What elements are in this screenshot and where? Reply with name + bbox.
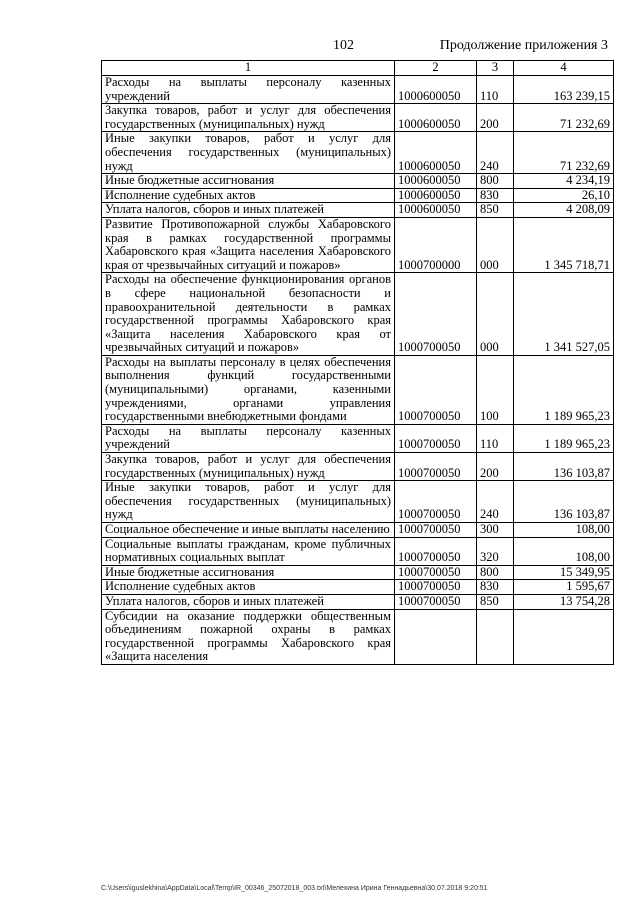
row-type: 100: [477, 355, 514, 424]
table-row: [102, 217, 614, 272]
row-sum: 108,00: [514, 537, 614, 565]
table-row: [102, 594, 614, 609]
row-name: Закупка товаров, работ и услуг для обеспечения государственных (муниципальных) нужд: [102, 104, 395, 132]
row-type: 110: [477, 76, 514, 104]
row-code: 1000700050: [395, 273, 477, 356]
row-sum: 4 208,09: [514, 203, 614, 218]
row-code: 1000700050: [395, 537, 477, 565]
row-name: Расходы на выплаты персоналу казенных учреждений: [102, 76, 395, 104]
table-row: [102, 537, 614, 565]
row-type: 300: [477, 523, 514, 538]
row-sum: 163 239,15: [514, 76, 614, 104]
row-sum: 136 103,87: [514, 481, 614, 523]
row-type: 830: [477, 188, 514, 203]
row-name: Иные бюджетные ассигнования: [102, 565, 395, 580]
column-header-1: 1: [102, 61, 395, 76]
row-code: 1000700000: [395, 217, 477, 272]
row-code: 1000700050: [395, 481, 477, 523]
row-name: Социальные выплаты гражданам, кроме публичных нормативных социальных выплат: [102, 537, 395, 565]
row-name: Иные закупки товаров, работ и услуг для обеспечения государственных (муниципальных) нужд: [102, 481, 395, 523]
row-type: [477, 609, 514, 664]
row-code: 1000600050: [395, 203, 477, 218]
row-type: 800: [477, 565, 514, 580]
row-type: 240: [477, 132, 514, 174]
row-type: 200: [477, 104, 514, 132]
row-sum: 1 189 965,23: [514, 355, 614, 424]
row-sum: 71 232,69: [514, 132, 614, 174]
row-type: 110: [477, 424, 514, 452]
row-code: 1000600050: [395, 132, 477, 174]
budget-table: [101, 60, 614, 665]
row-name: Иные бюджетные ассигнования: [102, 174, 395, 189]
table-row: [102, 203, 614, 218]
row-code: [395, 609, 477, 664]
appendix-continuation-note: Продолжение приложения 3: [439, 38, 608, 53]
table-row: [102, 453, 614, 481]
row-code: 1000700050: [395, 580, 477, 595]
column-header-2: 2: [395, 61, 477, 76]
row-name: Развитие Противопожарной службы Хабаровского края в рамках государственной программы Хабаровского края «Защита населения Хабаровского края от чрезвычайных ситуаций и пожаров»: [102, 217, 395, 272]
row-type: 000: [477, 273, 514, 356]
table-row: [102, 174, 614, 189]
row-name: Закупка товаров, работ и услуг для обеспечения государственных (муниципальных) нужд: [102, 453, 395, 481]
row-code: 1000600050: [395, 104, 477, 132]
row-sum: 26,10: [514, 188, 614, 203]
table-row: [102, 355, 614, 424]
row-code: 1000700050: [395, 424, 477, 452]
row-type: 320: [477, 537, 514, 565]
row-code: 1000600050: [395, 76, 477, 104]
row-code: 1000700050: [395, 594, 477, 609]
row-type: 000: [477, 217, 514, 272]
row-type: 830: [477, 580, 514, 595]
row-name: Расходы на обеспечение функционирования органов в сфере национальной безопасности и правоохранительной деятельности в рамках государственной программы Хабаровского края «Защита населения Хабаровского края от чрезвычайных ситуаций и пожаров»: [102, 273, 395, 356]
row-code: 1000600050: [395, 174, 477, 189]
row-name: Исполнение судебных актов: [102, 580, 395, 595]
row-name: Субсидии на оказание поддержки общественным объединениям пожарной охраны в рамках государственной программы Хабаровского края «Защита населения: [102, 609, 395, 664]
row-type: 850: [477, 203, 514, 218]
table-row: [102, 104, 614, 132]
row-type: 800: [477, 174, 514, 189]
table-row: [102, 273, 614, 356]
row-code: 1000700050: [395, 565, 477, 580]
row-name: Исполнение судебных актов: [102, 188, 395, 203]
row-sum: 1 189 965,23: [514, 424, 614, 452]
page-number: 102: [333, 38, 354, 53]
row-sum: 1 345 718,71: [514, 217, 614, 272]
row-code: 1000600050: [395, 188, 477, 203]
row-sum: [514, 609, 614, 664]
row-sum: 15 349,95: [514, 565, 614, 580]
row-name: Расходы на выплаты персоналу в целях обеспечения выполнения функций государственными (муниципальными) органами, казенными учреждениями, органами управления государственными внебюджетными фондами: [102, 355, 395, 424]
table-header-row: [102, 61, 614, 76]
row-type: 850: [477, 594, 514, 609]
row-name: Уплата налогов, сборов и иных платежей: [102, 203, 395, 218]
table-row: [102, 424, 614, 452]
row-name: Уплата налогов, сборов и иных платежей: [102, 594, 395, 609]
table-row: [102, 580, 614, 595]
row-code: 1000700050: [395, 453, 477, 481]
table-row: [102, 565, 614, 580]
row-sum: 1 595,67: [514, 580, 614, 595]
row-sum: 71 232,69: [514, 104, 614, 132]
row-sum: 4 234,19: [514, 174, 614, 189]
row-sum: 136 103,87: [514, 453, 614, 481]
column-header-3: 3: [477, 61, 514, 76]
row-name: Иные закупки товаров, работ и услуг для обеспечения государственных (муниципальных) нужд: [102, 132, 395, 174]
table-row: [102, 188, 614, 203]
row-code: 1000700050: [395, 523, 477, 538]
table-row: [102, 609, 614, 664]
column-header-4: 4: [514, 61, 614, 76]
row-type: 200: [477, 453, 514, 481]
table-row: [102, 523, 614, 538]
row-sum: 1 341 527,05: [514, 273, 614, 356]
table-row: [102, 132, 614, 174]
row-sum: 13 754,28: [514, 594, 614, 609]
row-name: Расходы на выплаты персоналу казенных учреждений: [102, 424, 395, 452]
row-name: Социальное обеспечение и иные выплаты населению: [102, 523, 395, 538]
table-row: [102, 76, 614, 104]
file-path-footer: C:\Users\iguslekhina\AppData\Local\Temp\IR_00346_25072018_003.txt\Мелехина Ирина Геннадьевна\30.07.2018 9:20:51: [101, 885, 488, 892]
row-code: 1000700050: [395, 355, 477, 424]
row-sum: 108,00: [514, 523, 614, 538]
row-type: 240: [477, 481, 514, 523]
table-row: [102, 481, 614, 523]
